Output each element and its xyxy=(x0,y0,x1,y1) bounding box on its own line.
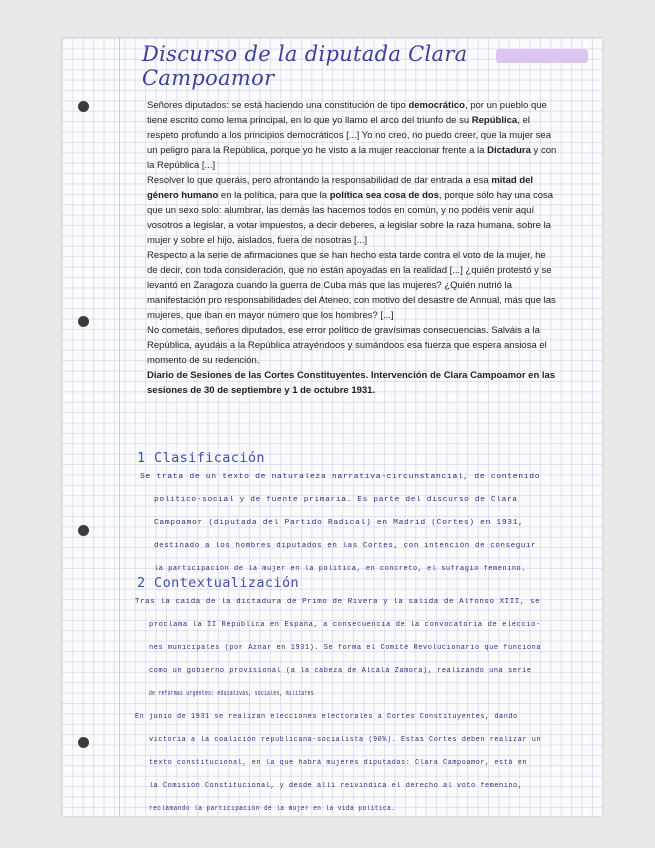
handwritten-line: destinado a los hombres diputados en las Cortes, con intención de conseguir xyxy=(154,542,537,550)
handwritten-line: reclamando la participación de la mujer en la vida política. xyxy=(149,805,396,813)
handwritten-line: proclama la II República en España, a consecuencia de la convocatoria de eleccio- xyxy=(149,621,541,629)
handwritten-line: Campoamor (diputada del Partido Radical) en Madrid (Cortes) en 1931, xyxy=(154,519,524,527)
section-heading-contextualizacion: 2 Contextualización xyxy=(137,575,300,591)
binder-hole xyxy=(78,525,89,536)
handwritten-line: la participación de la mujer en la política, en concreto, el sufragio femenino. xyxy=(154,565,526,573)
handwritten-line: político-social y de fuente primaria. Es parte del discurso de Clara xyxy=(154,496,518,504)
text-run: , porque sólo hay una cosa que un sexo solo: alumbrar, las demás las hacemos todos en común, y no podéis venir aquí vosotros a legislar, a votar impuestos, a decir deberes, a legislar sobre la raza humana, sobre la mujer y sobre el hijo, aislados, fuera de nosotras [...] xyxy=(147,190,554,246)
speech-paragraph xyxy=(147,323,557,368)
handwritten-line: como un gobierno provisional (a la cabeza de Alcalá Zamora), realizando una serie xyxy=(149,667,532,675)
handwritten-line: texto constitucional, en la que habrá mujeres diputadas: Clara Campoamor, está en xyxy=(149,759,528,767)
speech-source: Diario de Sesiones de las Cortes Constituyentes. Intervención de Clara Campoamor en las sesiones de 30 de septiembre y 1 de octubre 1931. xyxy=(147,370,556,396)
text-run: , el respeto profundo a los principios democráticos [...] Yo no creo, no puedo creer, que la mujer sea un peligro para la República, porque yo he visto a la mujer reaccionar frente a la xyxy=(147,115,551,156)
text-run: No cometáis, señores diputados, ese error político de gravísimas consecuencias. Salváis a la República, ayudáis a la República atrayéndoos y sumándoos esa fuerza que espera ansiosa el momento de su redención. xyxy=(147,325,547,366)
handwritten-line: de reformas urgentes: educativas, sociales, militares xyxy=(149,690,314,698)
text-run: Señores diputados: se está haciendo una constitución de tipo xyxy=(147,100,409,111)
binder-hole xyxy=(78,101,89,112)
notebook-page xyxy=(62,38,602,816)
page-title: Discurso de la diputada Clara Campoamor xyxy=(142,42,468,90)
bold-phrase: política sea cosa de dos xyxy=(329,190,439,201)
section-body-clasificacion xyxy=(140,466,561,581)
bold-phrase: democrático xyxy=(408,100,465,111)
text-run: Resolver lo que queráis, pero afrontando la responsabilidad de dar entrada a esa xyxy=(147,175,492,186)
speech-text xyxy=(147,98,557,398)
section-heading-clasificacion: 1 Clasificación xyxy=(137,450,265,466)
handwritten-line: victoria a la coalición republicana-socialista (90%). Estas Cortes deben realizar un xyxy=(149,736,542,744)
speech-paragraph xyxy=(147,173,557,248)
bold-phrase: mitad del género humano xyxy=(147,175,534,201)
binder-hole xyxy=(78,316,89,327)
bold-phrase: Dictadura xyxy=(487,145,531,156)
speech-paragraph xyxy=(147,248,557,323)
section-body-contextualizacion xyxy=(135,591,582,821)
text-run: Respecto a la serie de afirmaciones que se han hecho esta tarde contra el voto de la mujer, he de decir, con toda consideración, que no están apoyadas en la realidad [...] ¿quién protestó y se levantó en Zaragoza cuando la guerra de Cuba más que las mujeres? ¿Quién nutrió la manifestación pro responsabilidades del Ateneo, con motivo del desastre de Annual, más que las mujeres, que iban en mayor número que los hombres? [...] xyxy=(147,250,556,321)
handwritten-line: Se trata de un texto de naturaleza narrativa-circunstancial, de contenido xyxy=(140,473,541,481)
binder-hole xyxy=(78,737,89,748)
handwritten-line: En junio de 1931 se realizan elecciones electorales a Cortes Constituyentes, dando xyxy=(135,713,518,721)
handwritten-line: la Comisión Constitucional, y desde allí reivindica el derecho al voto femenino, xyxy=(149,782,523,790)
handwritten-line: Tras la caída de la dictadura de Primo de Rivera y la salida de Alfonso XIII, se xyxy=(135,598,541,606)
text-run: en la política, para que la xyxy=(218,190,330,201)
text-run: , por un pueblo que tiene escrito como lema principal, en lo que yo llamo el arco del triunfo de su xyxy=(147,100,547,126)
handwritten-line: nes municipales (por Aznar en 1931). Se forma el Comité Revolucionario que funciona xyxy=(149,644,542,652)
margin-line xyxy=(119,38,120,816)
speech-paragraph xyxy=(147,98,557,173)
text-run: y con la República [...] xyxy=(147,145,557,171)
bold-phrase: República xyxy=(471,115,518,126)
